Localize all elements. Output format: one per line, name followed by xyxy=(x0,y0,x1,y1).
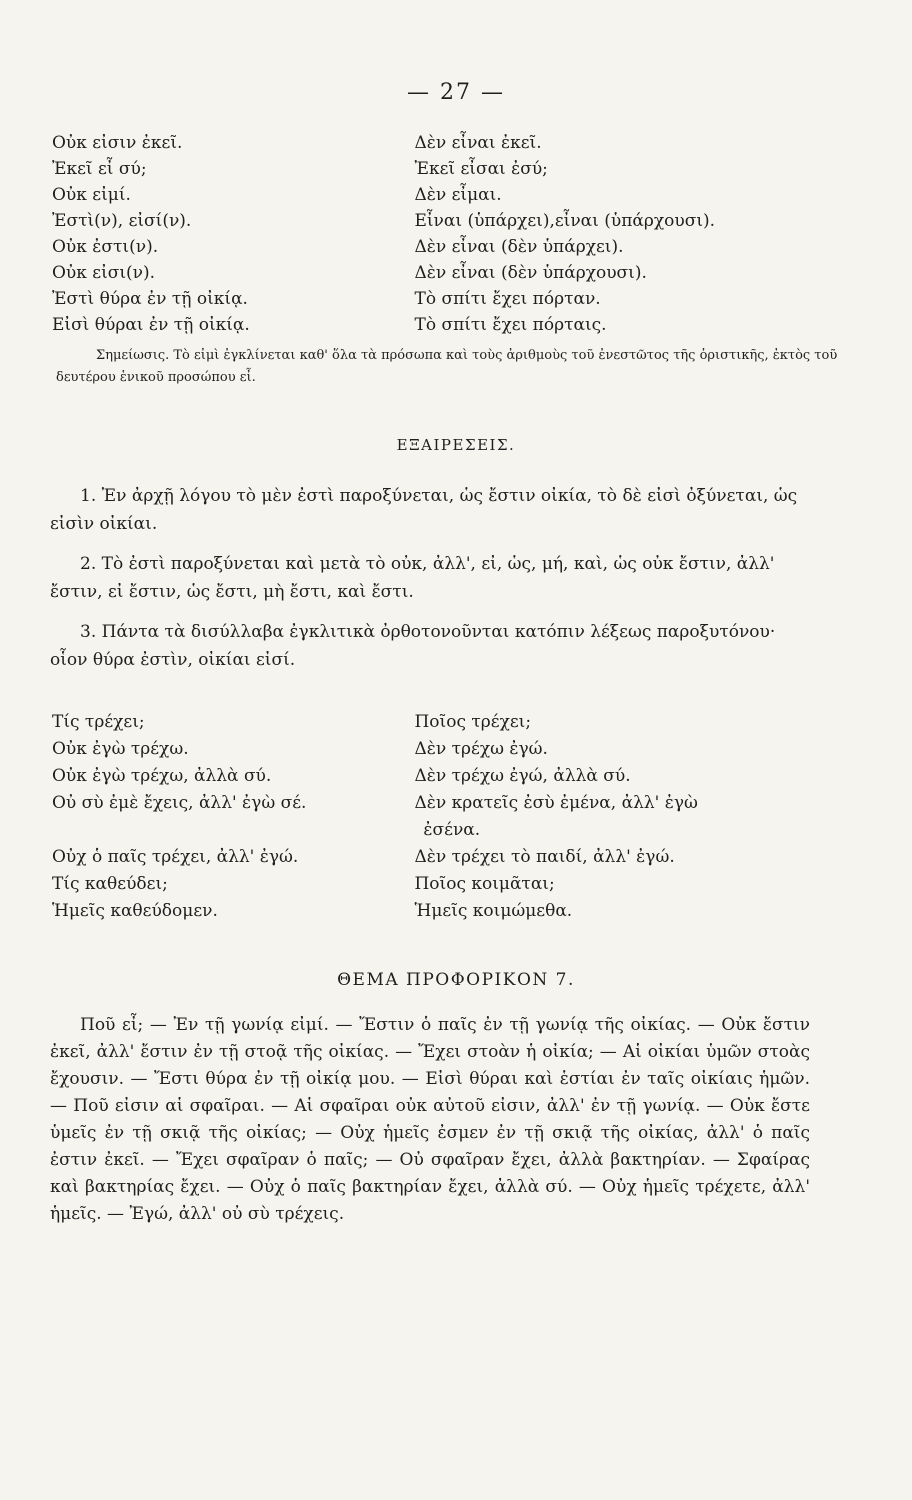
ancient-greek-text: Οὐ σὺ ἐμὲ ἔχεις, ἀλλ' ἐγὼ σέ. xyxy=(52,792,307,813)
table-row xyxy=(52,816,772,843)
modern-greek-text: Δὲν εἶμαι. xyxy=(414,185,502,205)
ancient-greek-text: Οὐκ εἰσι(ν). xyxy=(52,263,156,283)
ancient-greek-text: Ἐστὶ(ν), εἰσί(ν). xyxy=(52,211,192,231)
table-row xyxy=(52,843,772,870)
table-row xyxy=(52,260,772,286)
modern-greek-text: Δὲν τρέχω ἐγώ. xyxy=(414,738,548,759)
modern-greek-text: Δὲν τρέχει τὸ παιδί, ἀλλ' ἐγώ. xyxy=(414,846,675,867)
table-row xyxy=(52,156,772,182)
table-row xyxy=(52,708,772,735)
modern-greek-text: Δὲν τρέχω ἐγώ, ἀλλὰ σύ. xyxy=(414,765,631,786)
table-row xyxy=(52,130,772,156)
modern-greek-text: Ποῖος τρέχει; xyxy=(414,711,532,732)
modern-greek-text: Τὸ σπίτι ἔχει πόρταις. xyxy=(414,315,607,335)
ancient-greek-text: Τίς τρέχει; xyxy=(52,711,145,732)
exception-item: 1. Ἐν ἀρχῇ λόγου τὸ μὲν ἐστὶ παροξύνεται, ὡς ἔστιν οἰκία, τὸ δὲ εἰσὶ ὀξύνεται, ὡς εἰσὶν οἰκίαι. xyxy=(50,486,798,534)
exception-item: 3. Πάντα τὰ δισύλλαβα ἐγκλιτικὰ ὀρθοτονοῦνται κατόπιν λέξεως παροξυτόνου· οἷον θύρα ἐστὶν, οἰκίαι εἰσί. xyxy=(50,622,776,670)
exception-item: 2. Τὸ ἐστὶ παροξύνεται καὶ μετὰ τὸ οὐκ, ἀλλ', εἰ, ὡς, μή, καὶ, ὡς οὐκ ἔστιν, ἀλλ' ἔστιν, εἰ ἔστιν, ὡς ἔστι, μὴ ἔστι, καὶ ἔστι. xyxy=(50,554,775,602)
modern-greek-text: Ποῖος κοιμᾶται; xyxy=(414,873,555,894)
modern-greek-text: Δὲν εἶναι (δὲν ὑπάρχουσι). xyxy=(414,263,647,283)
modern-greek-text: Δὲν εἶναι (δὲν ὑπάρχει). xyxy=(414,237,624,257)
exceptions-list xyxy=(50,482,810,686)
ancient-greek-text: Οὐκ εἰσιν ἐκεῖ. xyxy=(52,133,183,153)
modern-greek-text: Εἶναι (ὑπάρχει),εἶναι (ὑπάρχουσι). xyxy=(414,211,716,231)
ancient-greek-text: Ἐστὶ θύρα ἐν τῇ οἰκίᾳ. xyxy=(52,289,248,309)
table-row xyxy=(52,762,772,789)
table-row xyxy=(52,208,772,234)
ancient-greek-text: Τίς καθεύδει; xyxy=(52,873,168,894)
table-row xyxy=(52,789,772,816)
theme-heading: ΘΕΜΑ ΠΡΟΦΟΡΙΚΟΝ 7. xyxy=(337,970,575,990)
table-row xyxy=(52,897,772,924)
ancient-greek-text: Οὐχ ὁ παῖς τρέχει, ἀλλ' ἐγώ. xyxy=(52,846,299,867)
modern-greek-text: ἐσένα. xyxy=(423,819,481,840)
table-row xyxy=(52,735,772,762)
grammar-note: Σημείωσις. Τὸ εἰμὶ ἐγκλίνεται καθ' ὅλα τὰ πρόσωπα καὶ τοὺς ἀριθμοὺς τοῦ ἐνεστῶτος τῆς ὁριστικῆς, ἐκτὸς τοῦ δευτέρου ἑνικοῦ προσώπου εἶ. xyxy=(56,348,838,385)
ancient-greek-text: Ἐκεῖ εἶ σύ; xyxy=(52,159,147,179)
table-row xyxy=(52,870,772,897)
modern-greek-text: Ἡμεῖς κοιμώμεθα. xyxy=(414,900,573,921)
paradigm-table-2 xyxy=(52,708,772,924)
table-row xyxy=(52,234,772,260)
table-row xyxy=(52,312,772,338)
modern-greek-text: Τὸ σπίτι ἔχει πόρταν. xyxy=(414,289,601,309)
table-row xyxy=(52,286,772,312)
ancient-greek-text: Οὐκ ἐγὼ τρέχω. xyxy=(52,738,189,759)
ancient-greek-text: Οὐκ ἐγὼ τρέχω, ἀλλὰ σύ. xyxy=(52,765,272,786)
theme-exercise-text: Ποῦ εἶ; — Ἐν τῇ γωνίᾳ εἰμί. — Ἔστιν ὁ παῖς ἐν τῇ γωνίᾳ τῆς οἰκίας. — Οὐκ ἔστιν ἐκεῖ, ἀλλ' ἔστιν ἐν τῇ στοᾷ τῆς οἰκίας. — Ἔχει στοὰν ἡ οἰκία; — Αἱ οἰκίαι ὑμῶν στοὰς ἔχουσιν. — Ἔστι θύρα ἐν τῇ οἰκίᾳ μου. — Εἰσὶ θύραι καὶ ἑστίαι ἐν ταῖς οἰκίαις ἡμῶν. — Ποῦ εἰσιν αἱ σφαῖραι. — Αἱ σφαῖραι οὐκ αὐτοῦ εἰσιν, ἀλλ' ἐν τῇ γωνίᾳ. — Οὐκ ἔστε ὑμεῖς ἐν τῇ σκιᾷ τῆς οἰκίας; — Οὐχ ἡμεῖς ἐσμεν ἐν τῇ σκιᾷ τῆς οἰκίας, ἀλλ' ὁ παῖς ἐστιν ἐκεῖ. — Ἔχει σφαῖραν ὁ παῖς; — Οὐ σφαῖραν ἔχει, ἀλλὰ βακτηρίαν. — Σφαίρας καὶ βακτηρίας ἔχει. — Οὐχ ὁ παῖς βακτηρίαν ἔχει, ἀλλὰ σύ. — Οὐχ ἡμεῖς τρέχετε, ἀλλ' ἡμεῖς. — Ἐγώ, ἀλλ' οὐ σὺ τρέχεις. xyxy=(50,1015,810,1224)
modern-greek-text: Δὲν εἶναι ἐκεῖ. xyxy=(414,133,542,153)
ancient-greek-text: Εἰσὶ θύραι ἐν τῇ οἰκίᾳ. xyxy=(52,315,250,335)
modern-greek-text: Ἐκεῖ εἶσαι ἐσύ; xyxy=(414,159,548,179)
exceptions-heading: ΕΞΑΙΡΕΣΕΙΣ. xyxy=(396,436,516,454)
ancient-greek-text: Οὐκ εἰμί. xyxy=(52,185,131,205)
modern-greek-text: Δὲν κρατεῖς ἐσὺ ἐμένα, ἀλλ' ἐγὼ xyxy=(414,792,698,813)
page-number: — 27 — xyxy=(407,80,505,105)
ancient-greek-text: Ἡμεῖς καθεύδομεν. xyxy=(52,900,218,921)
ancient-greek-text: Οὐκ ἐστι(ν). xyxy=(52,237,159,257)
paradigm-table-1 xyxy=(52,130,772,338)
table-row xyxy=(52,182,772,208)
